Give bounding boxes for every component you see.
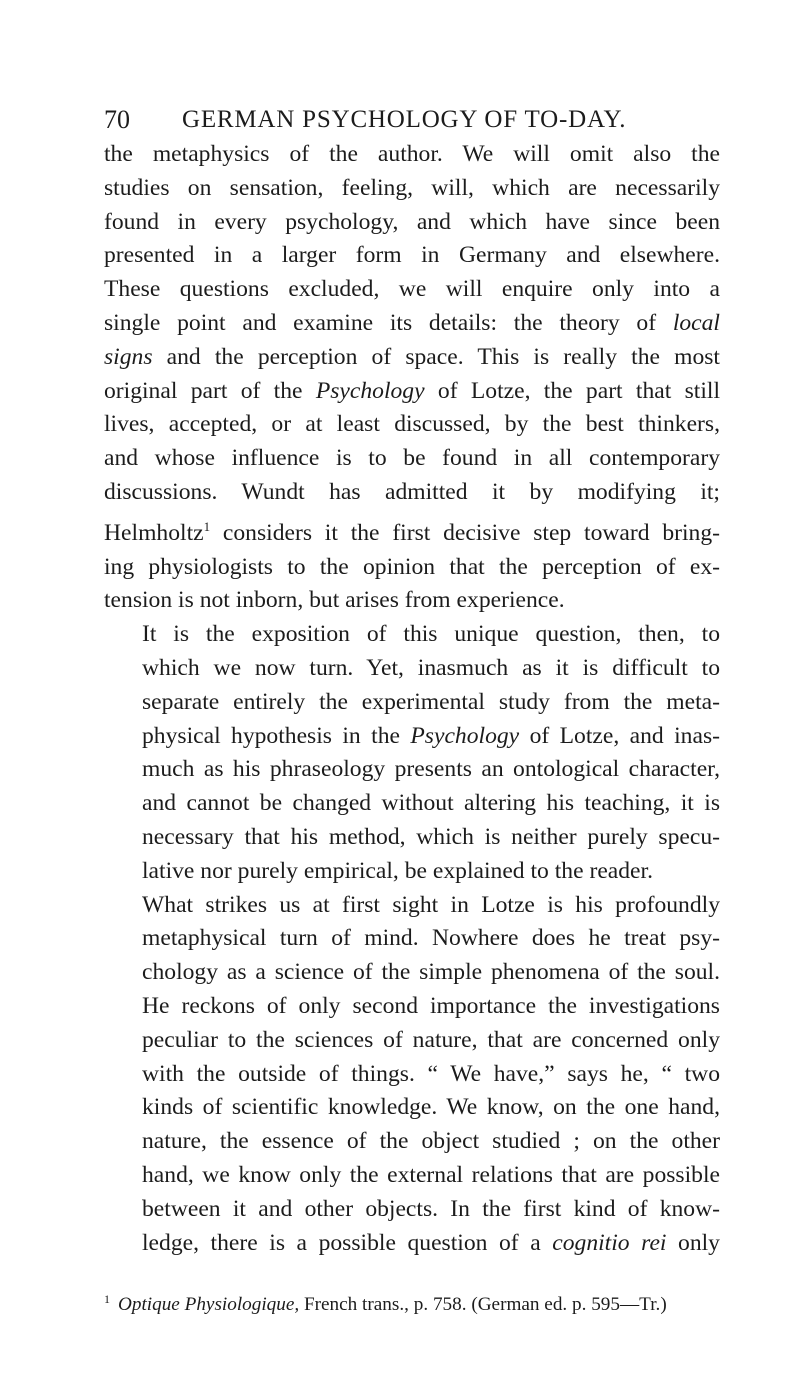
text-line: studies on sensation, feeling, will, which are necessarily: [104, 174, 720, 201]
text-line: discussions. Wundt has admitted it by modifying it;: [104, 478, 720, 505]
text-line: chology as a science of the simple phenomena of the soul.: [142, 959, 720, 986]
text-line: metaphysical turn of mind. Nowhere does he treat psy-: [142, 925, 720, 952]
text-line: tension is not inborn, but arises from experience.: [104, 587, 565, 614]
text-line: nature, the essence of the object studied ; on the other: [142, 1128, 720, 1155]
footnote: [104, 1286, 720, 1318]
paragraph: [104, 138, 720, 618]
text-line: ing physiologists to the opinion that the perception of ex-: [104, 553, 720, 580]
footnote-text: French trans., p. 758. (German ed. p. 595—Tr.): [299, 1294, 667, 1315]
text-line: It is the exposition of this unique question, then, to: [142, 621, 720, 648]
text-line: physical hypothesis in the Psychology of Lotze, and inas-: [142, 722, 720, 749]
running-title: GERMAN PSYCHOLOGY OF TO-DAY.: [182, 106, 627, 133]
text-line: Helmholtz$^1$ considers it the first decisive step toward bring-: [104, 518, 720, 546]
text-line: which we now turn. Yet, inasmuch as it is difficult to: [142, 654, 720, 681]
text-line: between it and other objects. In the first kind of know-: [142, 1195, 720, 1222]
text-line: kinds of scientific knowledge. We know, on the one hand,: [142, 1094, 720, 1121]
paragraph: [104, 889, 720, 1261]
text-line: original part of the Psychology of Lotze, the part that still: [104, 377, 721, 404]
text-line: and whose influence is to be found in all contemporary: [104, 445, 720, 472]
text-line: What strikes us at first sight in Lotze is his profoundly: [142, 891, 720, 918]
text-line: and cannot be changed without altering his teaching, it is: [142, 790, 720, 817]
text-line: single point and examine its details: the theory of local: [104, 309, 720, 336]
text-line: found in every psychology, and which have since been: [104, 208, 720, 235]
text-line: He reckons of only second importance the investigations: [142, 992, 720, 1019]
text-line: ledge, there is a possible question of a cognitio rei only: [142, 1229, 720, 1256]
text-line: presented in a larger form in Germany and elsewhere.: [104, 242, 720, 269]
footnote-title: Optique Physiologique,: [118, 1294, 300, 1315]
paragraph: [104, 618, 720, 888]
text-line: separate entirely the experimental study from the meta-: [142, 688, 720, 715]
page-number: 70: [104, 105, 130, 134]
text-line: lative nor purely empirical, be explained to the reader.: [142, 857, 653, 884]
text-line: with the outside of things. “ We have,” says he, “ two: [142, 1060, 720, 1087]
text-line: peculiar to the sciences of nature, that are concerned only: [142, 1026, 720, 1053]
text-line: lives, accepted, or at least discussed, by the best thinkers,: [104, 411, 720, 438]
body-text: [104, 138, 720, 1260]
text-line: the metaphysics of the author. We will omit also the: [104, 141, 720, 167]
text-line: much as his phraseology presents an ontological character,: [142, 756, 720, 783]
text-line: necessary that his method, which is neither purely specu-: [142, 823, 720, 850]
text-line: These questions excluded, we will enquire only into a: [104, 276, 720, 303]
text-line: hand, we know only the external relations that are possible: [142, 1161, 720, 1188]
footnote-marker: 1: [104, 1292, 110, 1306]
text-line: signs and the perception of space. This is really the most: [104, 343, 720, 370]
